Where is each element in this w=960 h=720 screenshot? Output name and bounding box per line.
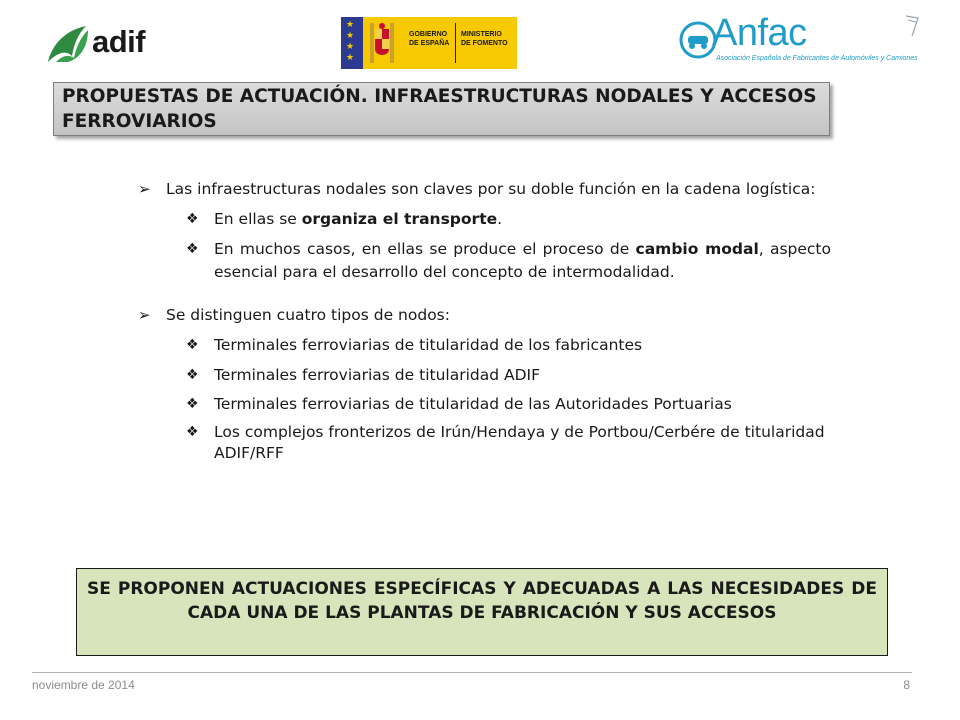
arrowhead-bullet-icon: ➢ [138,306,151,324]
gobierno-text: GOBIERNO DE ESPAÑA [409,31,450,47]
diamond-bullet-icon: ❖ [186,367,199,383]
title-box [53,82,830,136]
diamond-bullet-icon: ❖ [186,211,199,227]
conclusion-text: SE PROPONEN ACTUACIONES ESPECÍFICAS Y ADECUADAS A LAS NECESIDADES DE CADA UNA DE LAS PLANTAS DE FABRICACIÓN Y SUS ACCESOS [87,579,877,623]
adif-leaf-icon [44,22,92,66]
sub-bullet-text-end: , aspecto esencial para el desarrollo del concepto de intermodalidad. [214,240,831,281]
sub-bullet-text: En muchos casos, en ellas se produce el proceso de [214,240,636,258]
sub-bullet-cambio-modal [186,238,831,284]
page-number: 8 [903,678,910,692]
list-item-text: Terminales ferroviarias de titularidad de los fabricantes [214,336,643,354]
diamond-bullet-icon: ❖ [186,396,199,412]
diamond-bullet-icon: ❖ [186,241,199,257]
sub-bullet-bold: cambio modal [635,240,759,258]
coat-of-arms-icon [367,21,397,65]
conclusion-box [76,568,888,656]
adif-logo [44,22,174,66]
sub-bullet-text-end: . [497,210,503,228]
slide-title: PROPUESTAS DE ACTUACIÓN. INFRAESTRUCTURAS NODALES Y ACCESOS FERROVIARIOS [62,86,817,132]
sub-bullet-organiza [186,208,831,231]
adif-wordmark: adif [92,24,146,59]
bullet-nodal-infrastructure [138,178,831,201]
diamond-bullet-icon: ❖ [186,337,199,353]
arrowhead-bullet-icon: ➢ [138,180,151,198]
list-item-text: Los complejos fronterizos de Irún/Hendaya y de Portbou/Cerbére de titularidad ADIF/RFF [214,423,825,462]
corner-decoration-icon [904,14,920,38]
diamond-bullet-icon: ❖ [186,424,199,440]
gobierno-logo [341,17,517,69]
list-item-text: Terminales ferroviarias de titularidad ADIF [214,366,541,384]
anfac-logo [678,14,918,70]
footer-divider [32,672,912,673]
anfac-wordmark: Anfac [712,12,807,54]
list-item [186,364,831,387]
ministerio-text: MINISTERIO DE FOMENTO [461,31,508,47]
bullet-text: Se distinguen cuatro tipos de nodos: [166,306,450,324]
gov-divider [455,23,456,63]
bullet-node-types [138,304,831,327]
slide-body [138,178,831,464]
sub-bullet-bold: organiza el transporte [301,210,498,228]
list-item [186,394,831,415]
list-item-text: Terminales ferroviarias de titularidad de las Autoridades Portuarias [214,395,732,413]
bullet-text: Las infraestructuras nodales son claves por su doble función en la cadena logística: [166,180,816,198]
anfac-subtitle: Asociación Española de Fabricantes de Automóviles y Camiones [716,55,918,62]
list-item [186,422,831,464]
eu-flag-icon: ★ ★ ★ ★ [341,17,363,69]
footer-date: noviembre de 2014 [32,678,135,692]
sub-bullet-text: En ellas se [214,210,302,228]
list-item [186,334,831,357]
